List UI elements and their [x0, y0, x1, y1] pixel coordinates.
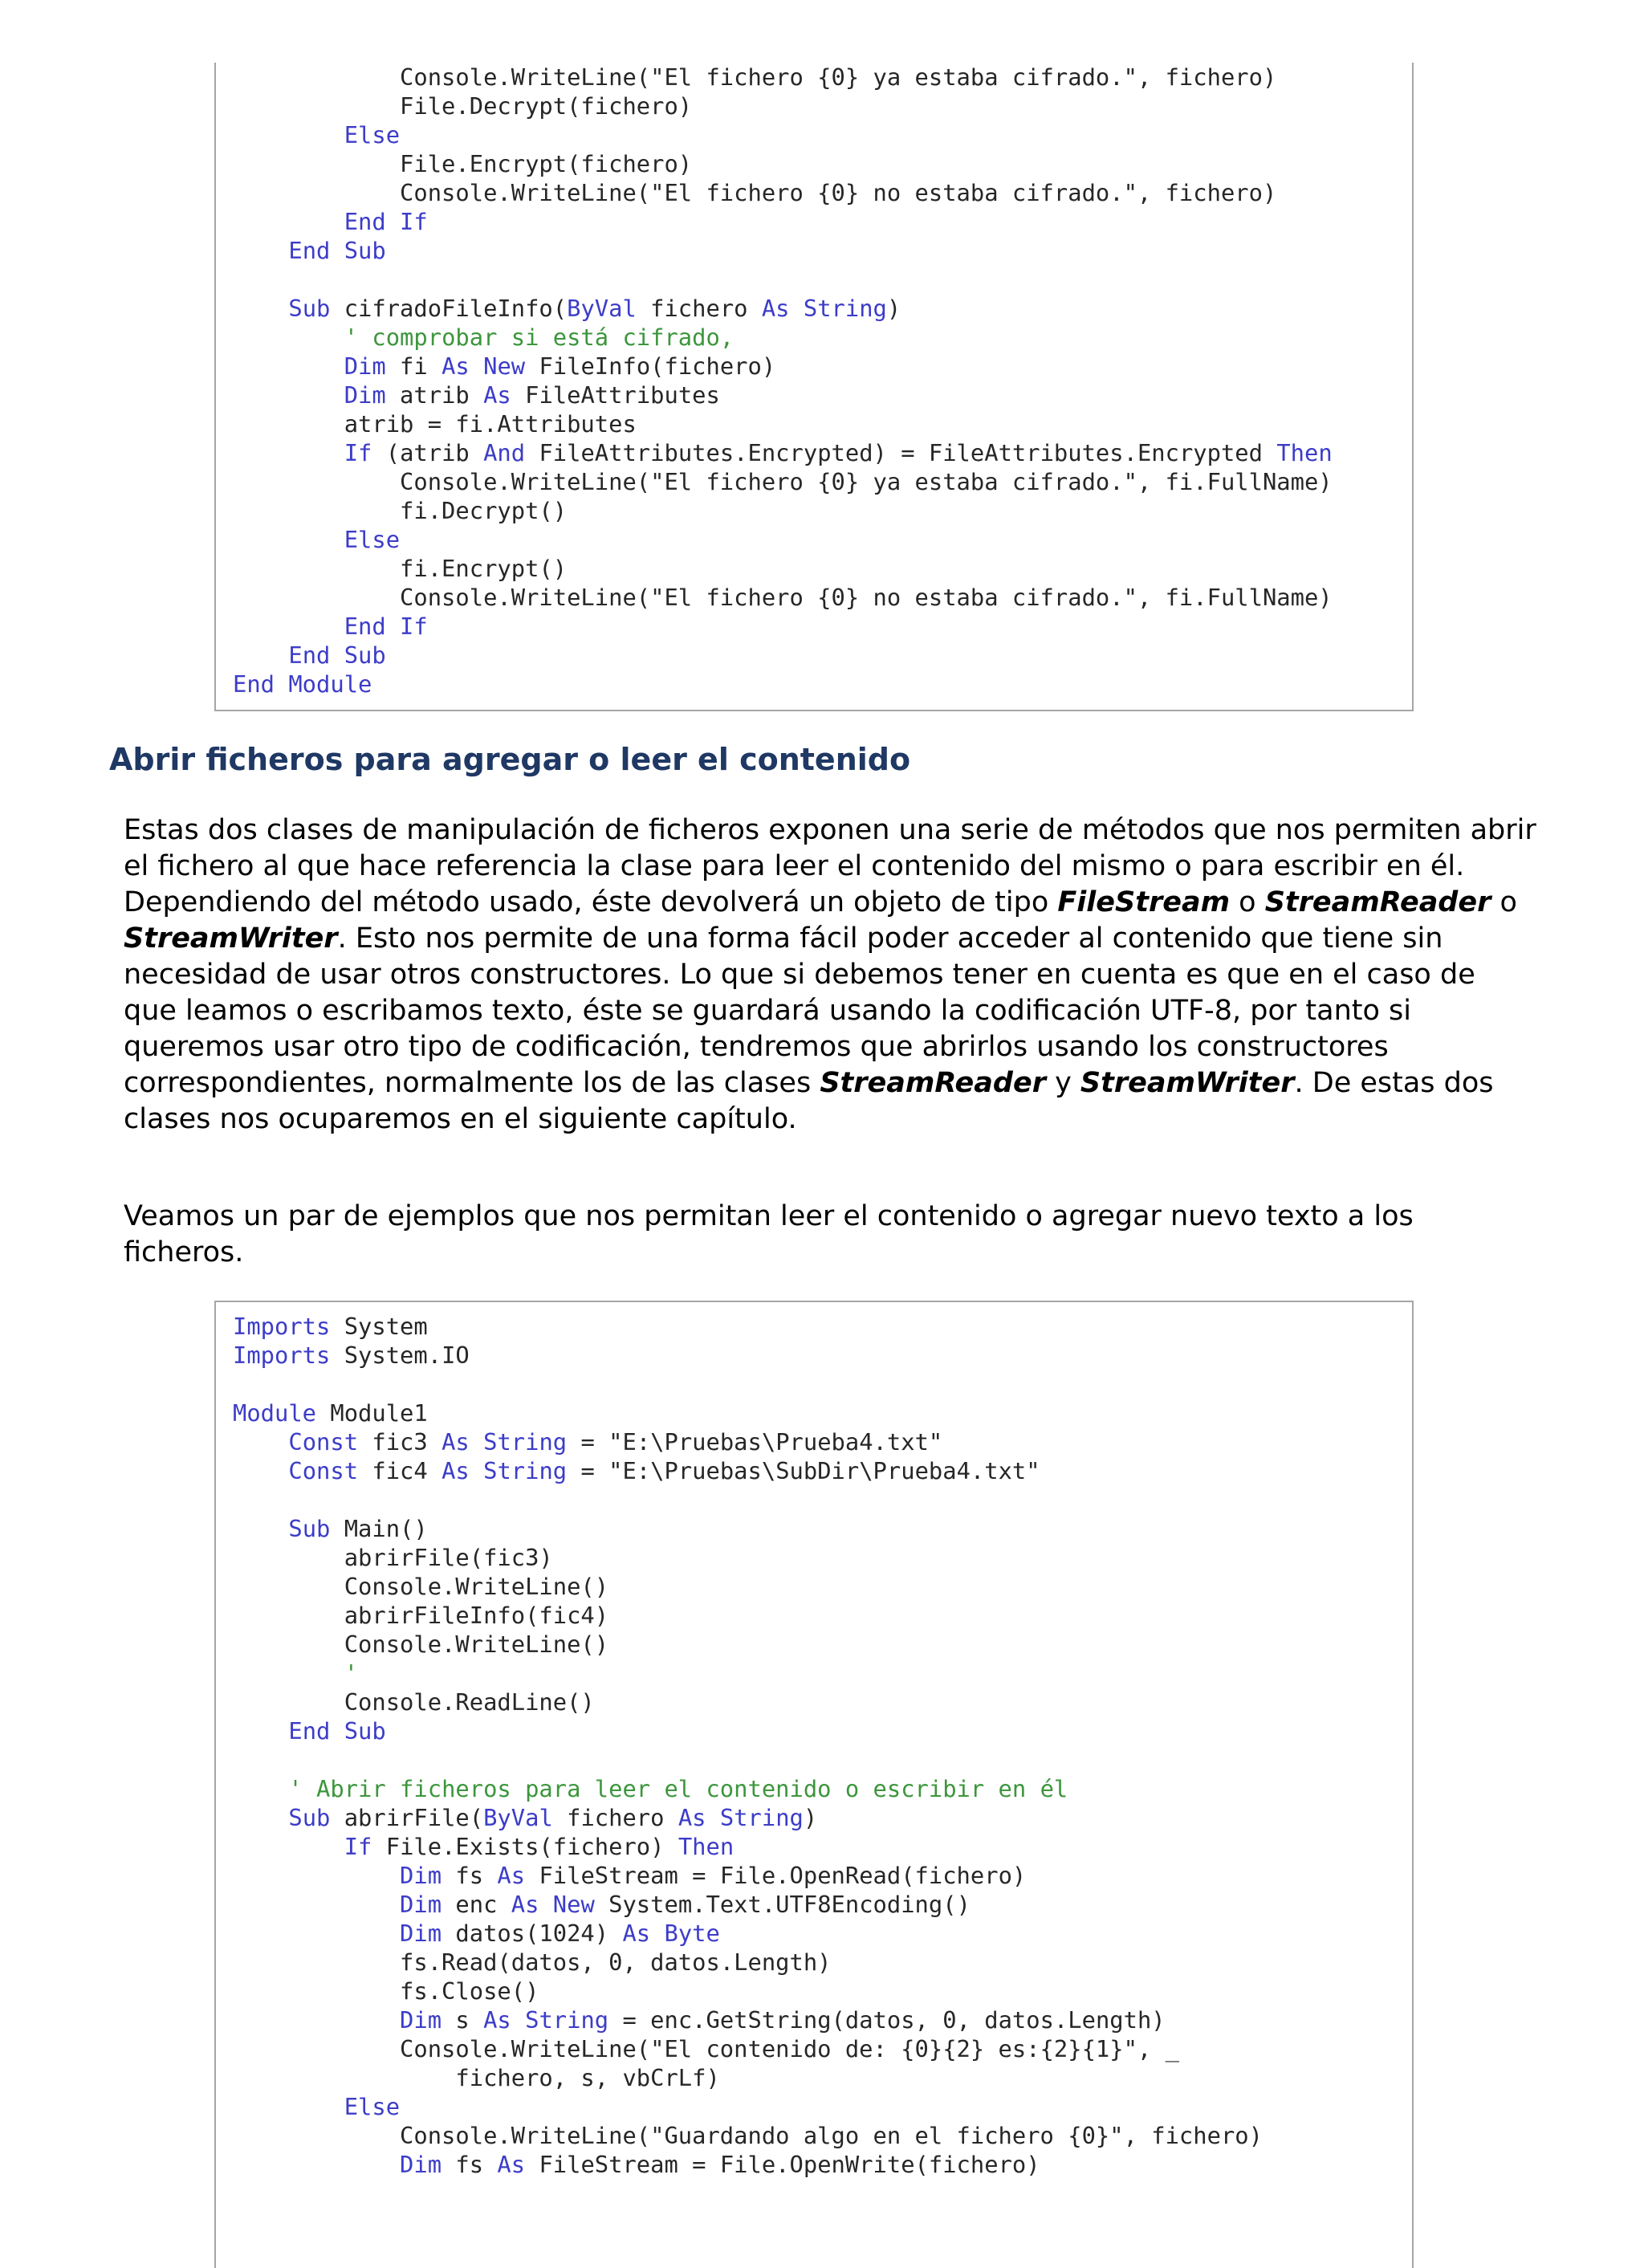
code-keyword: As — [442, 1457, 470, 1484]
code-keyword: If — [344, 439, 372, 466]
code-keyword: As — [483, 2006, 511, 2034]
code-text: File.Exists(fichero) — [372, 1833, 678, 1860]
code-line — [233, 63, 1333, 92]
code-text: fi.Decrypt() — [233, 497, 568, 524]
code-keyword: End Sub — [288, 237, 386, 264]
code-text — [233, 1428, 288, 1456]
code-text — [233, 1457, 288, 1484]
code-text: FileStream = File.OpenRead(fichero) — [525, 1862, 1027, 1889]
code-keyword: Imports — [233, 1342, 331, 1369]
code-line — [233, 1601, 1263, 1630]
code-text: fichero — [636, 295, 762, 322]
code-text: Console.WriteLine("Guardando algo en el fichero {0}", fichero) — [233, 2122, 1263, 2149]
code-keyword: New — [483, 352, 526, 380]
code-keyword: Module — [233, 1399, 317, 1427]
code-keyword: Sub — [288, 1515, 331, 1542]
code-line — [233, 1312, 1263, 1341]
code-keyword: String — [483, 1428, 568, 1456]
code-text — [470, 1457, 483, 1484]
code-text — [511, 2006, 525, 2034]
code-keyword: If — [344, 1833, 372, 1860]
code-text: fichero — [552, 1804, 678, 1831]
code-text — [233, 1515, 288, 1542]
code-text — [233, 613, 344, 640]
code-text: Console.WriteLine("El fichero {0} no estaba cifrado.", fi.FullName) — [233, 584, 1333, 611]
code-keyword: Imports — [233, 1313, 331, 1340]
code-keyword: Const — [288, 1428, 359, 1456]
code-line — [233, 1399, 1263, 1427]
code-keyword: String — [525, 2006, 609, 2034]
code-text — [233, 439, 344, 466]
body-paragraph: Estas dos clases de manipulación de ficheros exponen una serie de métodos que nos permiten abrir el fichero al que hace referencia la clase para leer el contenido del mismo o para escribir en él. Dependiendo del método usado, éste devolverá un objeto de tipo FileStream o StreamReader o StreamWriter. Esto nos permite de una forma fácil poder acceder al contenido que tiene sin necesidad de usar otros constructores. Lo que si debemos tener en cuenta es que en el caso de que leamos o escribamos texto, éste se guardará usando la codificación UTF-8, por tanto si queremos usar otro tipo de codificación, tendremos que abrirlos usando los constructores correspondientes, normalmente los de las clases StreamReader y StreamWriter. De estas dos clases nos ocuparemos en el siguiente capítulo. — [124, 814, 1536, 1135]
code-text — [233, 121, 344, 149]
code-line — [233, 1514, 1263, 1543]
code-text — [233, 295, 288, 322]
code-text: Module1 — [316, 1399, 428, 1427]
code-keyword: Dim — [400, 2006, 442, 2034]
code-line — [233, 1688, 1263, 1716]
code-text: FileStream = File.OpenWrite(fichero) — [525, 2151, 1040, 2178]
code-keyword: As — [442, 352, 470, 380]
code-text: (atrib — [372, 439, 484, 466]
code-keyword: New — [552, 1891, 595, 1918]
code-text — [650, 1920, 664, 1947]
code-keyword: And — [483, 439, 526, 466]
code-line — [233, 670, 1333, 698]
code-text: FileInfo(fichero) — [525, 352, 776, 380]
code-text — [233, 1862, 400, 1889]
code-line — [233, 1861, 1263, 1890]
code-text: s — [442, 2006, 484, 2034]
code-line — [233, 2121, 1263, 2150]
code-line — [233, 352, 1333, 381]
code-text — [470, 352, 483, 380]
code-line — [233, 323, 1333, 352]
class-name-emphasis: StreamWriter — [1080, 1067, 1295, 1099]
code-text: fic4 — [358, 1457, 442, 1484]
code-text — [233, 1804, 288, 1831]
code-text: System.Text.UTF8Encoding() — [594, 1891, 971, 1918]
code-line — [233, 1456, 1263, 1485]
code-keyword: Sub — [288, 295, 331, 322]
code-keyword: As — [497, 2151, 526, 2178]
code-text — [233, 208, 344, 235]
code-line — [233, 583, 1333, 612]
code-keyword: End Module — [233, 670, 372, 698]
code-keyword: End If — [344, 613, 428, 640]
code-block-top — [214, 63, 1414, 711]
code-line — [233, 1572, 1263, 1601]
code-text: Main() — [330, 1515, 428, 1542]
code-text — [233, 237, 288, 264]
code-text: enc — [442, 1891, 511, 1918]
code-text: Console.WriteLine("El fichero {0} ya estaba cifrado.", fi.FullName) — [233, 468, 1333, 495]
code-text: Console.WriteLine() — [233, 1573, 609, 1600]
code-line — [233, 1832, 1263, 1861]
code-comment: ' — [344, 1659, 359, 1687]
code-line — [233, 1659, 1263, 1688]
code-text — [790, 295, 804, 322]
code-keyword: As — [622, 1920, 651, 1947]
code-text — [233, 641, 288, 669]
code-line — [233, 1890, 1263, 1919]
code-text: datos(1024) — [442, 1920, 623, 1947]
code-keyword: Const — [288, 1457, 359, 1484]
code-text: fs — [442, 2151, 498, 2178]
code-keyword: As — [442, 1428, 470, 1456]
code-text: fs.Close() — [233, 1977, 539, 2005]
code-keyword: Then — [1276, 439, 1333, 466]
code-line — [233, 1745, 1263, 1774]
code-keyword: As — [483, 381, 511, 409]
code-listing — [233, 1312, 1263, 2179]
code-keyword: As — [678, 1804, 706, 1831]
code-text — [539, 1891, 552, 1918]
code-text: System.IO — [330, 1342, 470, 1369]
code-keyword: ByVal — [483, 1804, 553, 1831]
code-line — [233, 265, 1333, 294]
code-text: abrirFile( — [330, 1804, 484, 1831]
code-keyword: Dim — [400, 1920, 442, 1947]
code-keyword: As — [497, 1862, 526, 1889]
code-text: File.Encrypt(fichero) — [233, 150, 693, 177]
code-keyword: As — [761, 295, 790, 322]
code-text: ) — [886, 295, 901, 322]
code-text — [233, 2093, 344, 2120]
code-text: Console.WriteLine() — [233, 1631, 609, 1658]
code-text: FileAttributes — [511, 381, 720, 409]
code-keyword: String — [719, 1804, 804, 1831]
code-line — [233, 2005, 1263, 2034]
code-line — [233, 409, 1333, 438]
code-keyword: String — [483, 1457, 568, 1484]
code-line — [233, 612, 1333, 641]
code-line — [233, 92, 1333, 120]
code-text — [233, 526, 344, 553]
code-keyword: ByVal — [567, 295, 637, 322]
code-line — [233, 1803, 1263, 1832]
class-name-emphasis: StreamReader — [1264, 886, 1491, 918]
code-text — [233, 352, 344, 380]
code-text: fi — [385, 352, 442, 380]
code-keyword: As — [511, 1891, 539, 1918]
code-text — [706, 1804, 720, 1831]
code-text: abrirFileInfo(fic4) — [233, 1602, 609, 1629]
code-text — [233, 1775, 288, 1802]
code-line — [233, 2034, 1263, 2063]
code-keyword: Else — [344, 2093, 401, 2120]
code-text: atrib = fi.Attributes — [233, 410, 637, 438]
code-text — [233, 2006, 400, 2034]
code-text: fic3 — [358, 1428, 442, 1456]
code-text: fi.Encrypt() — [233, 555, 568, 582]
class-name-emphasis: FileStream — [1057, 886, 1231, 918]
code-text — [233, 1891, 400, 1918]
code-text: = "E:\Pruebas\Prueba4.txt" — [567, 1428, 943, 1456]
code-keyword: Byte — [664, 1920, 720, 1947]
code-line — [233, 1977, 1263, 2005]
code-text: ) — [803, 1804, 818, 1831]
code-text: Console.ReadLine() — [233, 1688, 595, 1716]
code-text — [470, 1428, 483, 1456]
code-text: FileAttributes.Encrypted) = FileAttributes.Encrypted — [525, 439, 1277, 466]
code-keyword: End If — [344, 208, 428, 235]
code-text: cifradoFileInfo( — [330, 295, 568, 322]
code-text — [233, 381, 344, 409]
code-text: = "E:\Pruebas\SubDir\Prueba4.txt" — [567, 1457, 1040, 1484]
code-block-bottom — [214, 1301, 1414, 2268]
code-keyword: Dim — [400, 1891, 442, 1918]
code-text: = enc.GetString(datos, 0, datos.Length) — [608, 2006, 1166, 2034]
code-line — [233, 2092, 1263, 2121]
code-line — [233, 1370, 1263, 1399]
code-line — [233, 2063, 1263, 2092]
code-text: fs — [442, 1862, 498, 1889]
code-text: Console.WriteLine("El contenido de: {0}{2} es:{2}{1}", _ — [233, 2035, 1179, 2062]
code-line — [233, 438, 1333, 467]
code-line — [233, 207, 1333, 236]
code-line — [233, 1341, 1263, 1370]
code-line — [233, 381, 1333, 409]
code-keyword: Dim — [344, 352, 386, 380]
code-text — [233, 1920, 400, 1947]
code-keyword: Dim — [344, 381, 386, 409]
code-listing — [233, 63, 1333, 698]
code-text: Console.WriteLine("El fichero {0} no estaba cifrado.", fichero) — [233, 179, 1277, 206]
code-comment: ' comprobar si está cifrado, — [344, 324, 735, 351]
code-text: System — [330, 1313, 428, 1340]
code-text: abrirFile(fic3) — [233, 1544, 553, 1571]
code-text — [233, 1659, 344, 1687]
code-line — [233, 1774, 1263, 1803]
code-keyword: End Sub — [288, 1717, 386, 1745]
code-keyword: End Sub — [288, 641, 386, 669]
code-text: fs.Read(datos, 0, datos.Length) — [233, 1948, 832, 1976]
code-line — [233, 554, 1333, 583]
code-line — [233, 1630, 1263, 1659]
code-line — [233, 149, 1333, 178]
code-line — [233, 294, 1333, 323]
code-line — [233, 496, 1333, 525]
code-line — [233, 120, 1333, 149]
code-line — [233, 525, 1333, 554]
code-line — [233, 1948, 1263, 1977]
code-keyword: Sub — [288, 1804, 331, 1831]
code-keyword: Else — [344, 121, 401, 149]
code-line — [233, 467, 1333, 496]
code-keyword: String — [803, 295, 887, 322]
code-line — [233, 1716, 1263, 1745]
code-line — [233, 178, 1333, 207]
code-text — [233, 1833, 344, 1860]
code-text — [233, 1717, 288, 1745]
code-comment: ' Abrir ficheros para leer el contenido o escribir en él — [288, 1775, 1068, 1802]
code-line — [233, 1543, 1263, 1572]
code-keyword: Dim — [400, 1862, 442, 1889]
class-name-emphasis: StreamReader — [820, 1067, 1046, 1099]
code-keyword: Dim — [400, 2151, 442, 2178]
code-line — [233, 1427, 1263, 1456]
code-text: fichero, s, vbCrLf) — [233, 2064, 720, 2091]
code-text — [233, 2151, 400, 2178]
code-keyword: Else — [344, 526, 401, 553]
code-text — [233, 324, 344, 351]
class-name-emphasis: StreamWriter — [124, 922, 338, 955]
code-text: File.Decrypt(fichero) — [233, 92, 693, 120]
code-line — [233, 1485, 1263, 1514]
code-line — [233, 236, 1333, 265]
code-text: Console.WriteLine("El fichero {0} ya estaba cifrado.", fichero) — [233, 63, 1277, 91]
body-paragraph-examples: Veamos un par de ejemplos que nos permitan leer el contenido o agregar nuevo texto a los ficheros. — [124, 1200, 1414, 1268]
code-line — [233, 1919, 1263, 1948]
code-keyword: Then — [678, 1833, 735, 1860]
code-line — [233, 641, 1333, 670]
code-text: atrib — [385, 381, 484, 409]
section-heading: Abrir ficheros para agregar o leer el contenido — [109, 742, 911, 777]
code-line — [233, 2150, 1263, 2179]
